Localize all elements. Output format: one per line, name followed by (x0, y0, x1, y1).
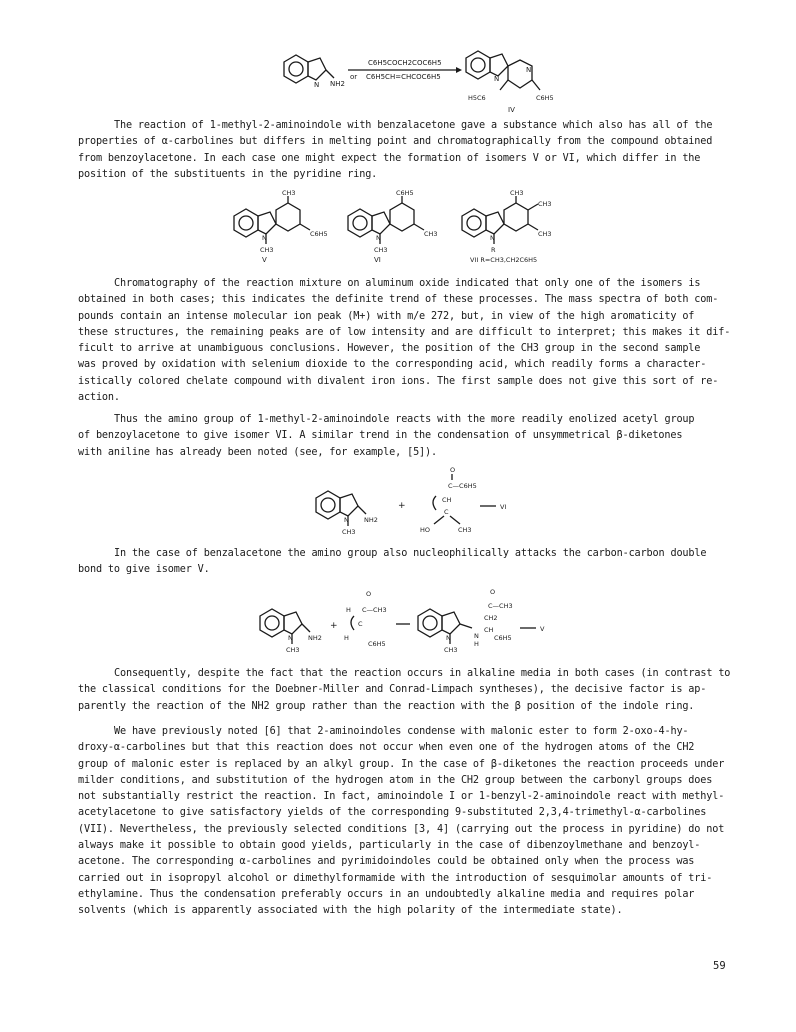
vii-r: R (491, 246, 496, 254)
p-c6h5-label: C6H5 (494, 634, 512, 642)
text-line: In the case of benzalacetone the amino group also nucleophilically attacks the carbon-carbon double (114, 548, 707, 559)
ch3b-label: CH3 (458, 526, 472, 534)
vii-top: CH3 (510, 190, 524, 197)
text-line: not substantially restrict the reaction. In fact, aminoindole I or 1-benzyl-2-aminoindole react with methyl- (78, 791, 725, 803)
vi-right: CH3 (424, 230, 438, 238)
c-label: C (358, 620, 363, 628)
vi-n: N (376, 234, 381, 242)
ho-label: HO (420, 526, 431, 534)
arrow-label: V (540, 625, 545, 633)
reagent-bottom: C6H5CH=CHCOC6H5 (366, 73, 441, 81)
text-line: parently the reaction of the NH2 group rather than the reaction with the β position of the indole ring. (78, 700, 695, 712)
n-label-ring: N (494, 75, 500, 83)
nh2-label: NH2 (364, 516, 378, 524)
compound-label-v: V (262, 256, 267, 264)
v-right: C6H5 (310, 230, 328, 238)
aminoindole-structure (284, 55, 334, 83)
text-line: pounds contain an intense molecular ion peak (M+) with m/e 272, but, in view of the high aromaticity of (78, 310, 695, 322)
aminoindole-structure (316, 491, 366, 526)
text-line: of benzoylacetone to give isomer VI. A similar trend in the condensation of unsymmetrical β-diketones (78, 430, 683, 442)
text-line: properties of α-carbolines but differs in melting point and chromatographically from the compound obtained (78, 136, 713, 148)
p-o-label: O (490, 588, 496, 596)
text-line: milder conditions, and substitution of the hydrogen atom in the CH2 group between the carbonyl groups does (78, 774, 713, 786)
compound-label-iv: IV (508, 106, 515, 114)
aminoindole-structure (260, 609, 310, 644)
o-label: O (366, 590, 372, 598)
c-c6h5-label: C—C6H5 (448, 482, 477, 490)
ch3-label: CH3 (286, 646, 300, 654)
n-label: N (314, 81, 320, 89)
vii-right: CH3 (538, 230, 552, 238)
page-number: 59 (713, 960, 726, 972)
structure-vi (348, 196, 424, 244)
text-line: Consequently, despite the fact that the reaction occurs in alkaline media in both cases (in contrast to (114, 668, 731, 679)
n-label-ring2: N (526, 66, 532, 74)
text-line: We have previously noted [6] that 2-aminoindoles condense with malonic ester to form 2-oxo-4-hy- (114, 726, 689, 737)
p-h-label: H (474, 640, 479, 648)
text-line: ethylamine. Thus the condensation preferably occurs in an undoubtedly alkaline media and requires polar (78, 888, 695, 900)
compound-label-vii: VII R=CH3,CH2C6H5 (470, 256, 538, 264)
text-line: Thus the amino group of 1-methyl-2-aminoindole reacts with the more readily enolized acetyl group (114, 414, 695, 425)
text-line: with aniline has already been noted (see, for example, [5]). (78, 446, 438, 458)
paragraph-6 (78, 724, 738, 920)
text-line: solvents (which is apparently associated with the high polarity of the intermediate state). (78, 905, 623, 917)
vi-ch3: CH3 (374, 246, 388, 254)
nh2-label: NH2 (330, 80, 345, 88)
text-line: (VII). Nevertheless, the previously selected conditions [3, 4] (carrying out the process in pyridine) do not (78, 823, 725, 835)
ch3-label: CH3 (342, 528, 356, 536)
reagent-or: or (350, 73, 358, 81)
paragraph-1 (78, 118, 738, 183)
o-label: O (450, 466, 456, 474)
text-line: acetylacetone to give satisfactory yields of the corresponding 9-substituted 2,3,4-trimethyl-α-carbolines (78, 807, 707, 819)
text-line: The reaction of 1-methyl-2-aminoindole with benzalacetone gave a substance which also has all of the (114, 120, 713, 131)
product-structure (418, 609, 472, 644)
nh2-label: NH2 (308, 634, 322, 642)
p-c-ch3-label: C—CH3 (488, 602, 513, 610)
vi-top: C6H5 (396, 190, 414, 197)
h-label: H (346, 606, 351, 614)
text-line: position of the substituents in the pyridine ring. (78, 168, 378, 180)
scheme-4 (254, 588, 554, 662)
text-line: istically colored chelate compound with divalent iron ions. The first sample does not give this sort of re- (78, 375, 719, 387)
text-line: bond to give isomer V. (78, 564, 210, 576)
text-line: always make it possible to obtain good yields, particularly in the case of dibenzoylmethane and benzoyl- (78, 840, 701, 852)
text-line: Chromatography of the reaction mixture on aluminum oxide indicated that only one of the isomers is (114, 278, 701, 289)
paragraph-4 (78, 546, 738, 579)
h2-label: H (344, 634, 349, 642)
text-line: these structures, the remaining peaks are of low intensity and are difficult to interpret; this makes it dif- (78, 326, 731, 338)
vii-n: N (490, 234, 495, 242)
plus-sign: + (398, 501, 406, 511)
p-nh-label: N (474, 632, 479, 640)
p-ch-label: CH (484, 626, 494, 634)
vii-top2: CH3 (538, 200, 552, 208)
paragraph-2 (78, 276, 738, 406)
v-ch3: CH3 (260, 246, 274, 254)
text-line: acetone. The corresponding α-carbolines and pyrimidoindoles could be obtained only when the process was (78, 856, 695, 868)
scheme-3 (310, 464, 520, 542)
text-line: group of malonic ester is replaced by an alkyl group. In the case of β-diketones the reaction proceeds under (78, 758, 725, 770)
ch-label: CH (442, 496, 452, 504)
text-line: action. (78, 392, 120, 404)
reagent-top: C6H5COCH2COC6H5 (368, 59, 442, 67)
v-n: N (262, 234, 267, 242)
text-line: obtained in both cases; this indicates the definite trend of these processes. The mass spectra of both com- (78, 294, 719, 306)
arrow-label: VI (500, 503, 507, 511)
n-label: N (344, 516, 349, 524)
n-label: N (288, 634, 293, 642)
p-ch3-label: CH3 (444, 646, 458, 654)
c-ch3-label: C—CH3 (362, 606, 387, 614)
text-line: the classical conditions for the Doebner-Miller and Conrad-Limpach syntheses), the decisive factor is ap- (78, 684, 707, 696)
paragraph-5 (78, 666, 738, 715)
sub-right: C6H5 (536, 94, 554, 102)
p-ch2-label: CH2 (484, 614, 498, 622)
structure-v (234, 196, 310, 244)
text-line: ficult to arrive at unambiguous conclusions. However, the position of the CH3 group in the second sample (78, 343, 701, 355)
c6h5-label: C6H5 (368, 640, 386, 648)
compound-label-vi: VI (374, 256, 381, 264)
c-label: C (444, 508, 449, 516)
text-line: from benzoylacetone. In each case one might expect the formation of isomers V or VI, which differ in the (78, 152, 701, 164)
sub-left: H5C6 (468, 94, 486, 102)
scheme-2 (230, 190, 570, 270)
scheme-1 (270, 48, 560, 116)
text-line: was proved by oxidation with selenium dioxide to the corresponding acid, which readily forms a character- (78, 359, 707, 371)
p-n-label: N (446, 634, 451, 642)
text-line: droxy-α-carbolines but that this reaction does not occur when even one of the hydrogen atoms of the CH2 (78, 742, 695, 754)
structure-vii (462, 196, 538, 244)
paragraph-3 (78, 412, 738, 461)
text-line: carried out in isopropyl alcohol or dimethylformamide with the introduction of sesquimolar amounts of tri- (78, 872, 713, 884)
plus-sign: + (330, 621, 338, 631)
v-top: CH3 (282, 190, 296, 197)
